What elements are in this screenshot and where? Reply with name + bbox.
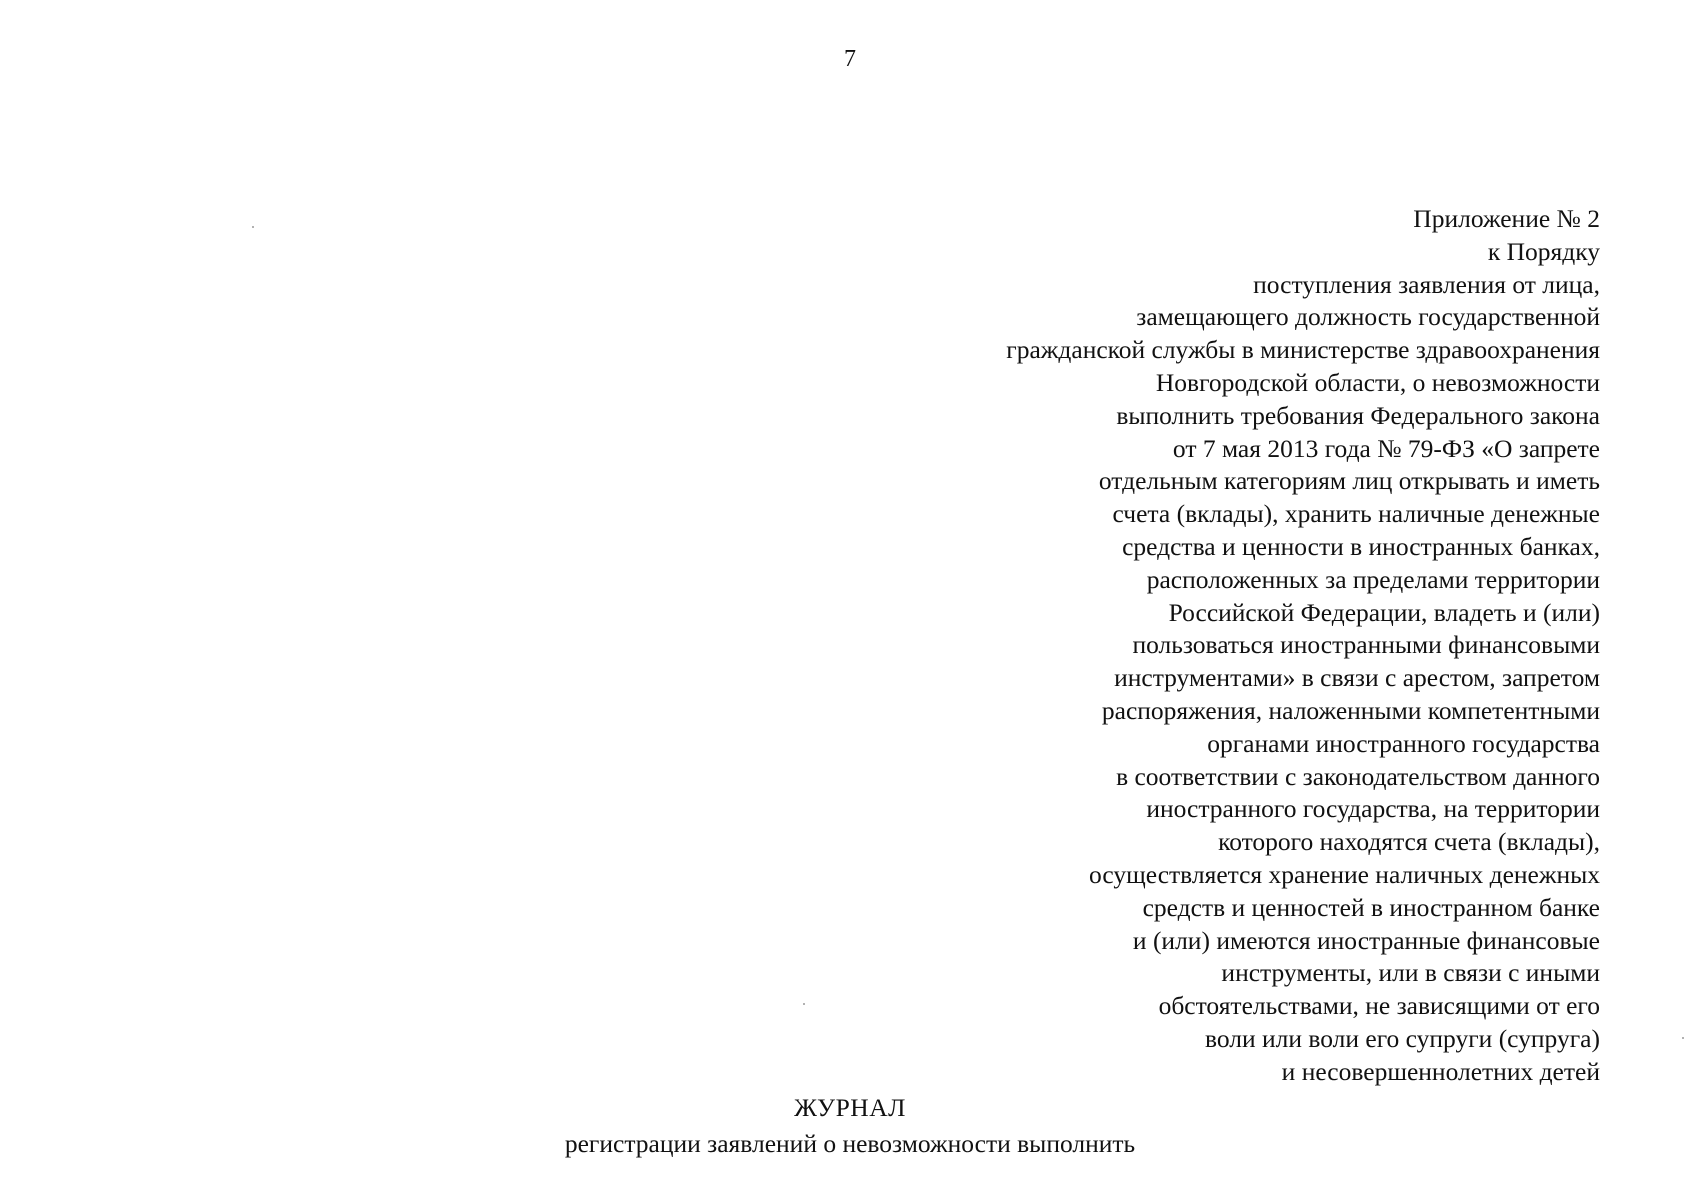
appendix-line: органами иностранного государства [1207,728,1600,758]
appendix-line: распоряжения, наложенными компетентными [1101,695,1600,725]
appendix-line: Российской Федерации, владеть и (или) [1168,597,1600,627]
journal-title: ЖУРНАЛ [794,1093,906,1122]
appendix-line: от 7 мая 2013 года № 79-ФЗ «О запрете [1172,433,1600,463]
appendix-line: и (или) имеются иностранные финансовые [1132,925,1600,955]
appendix-line: выполнить требования Федерального закона [1116,400,1600,430]
appendix-line: отдельным категориям лиц открывать и иметь [1098,466,1600,496]
appendix-line: гражданской службы в министерстве здравоохранения [1006,335,1600,365]
appendix-line: средства и ценности в иностранных банках, [1122,531,1600,561]
appendix-line: поступления заявления от лица, [1253,269,1600,299]
appendix-line: иностранного государства, на территории [1146,794,1600,824]
appendix-line: средств и ценностей в иностранном банке [1142,892,1600,922]
appendix-line: пользоваться иностранными финансовыми [1132,630,1600,660]
scan-speck [803,1003,805,1005]
scan-speck [252,226,254,228]
appendix-line: Приложение № 2 [1413,204,1600,233]
appendix-line: замещающего должность государственной [1136,302,1600,332]
appendix-line: инструментами» в связи с арестом, запретом [1114,663,1600,693]
journal-subtitle: регистрации заявлений о невозможности выполнить [564,1129,1136,1158]
appendix-line: Новгородской области, о невозможности [1155,367,1600,397]
appendix-line: инструменты, или в связи с иными [1221,958,1600,988]
page-number: 7 [844,46,856,72]
scan-speck [1682,1037,1684,1039]
appendix-line: осуществляется хранение наличных денежных [1089,859,1600,889]
appendix-line: к Порядку [1487,236,1600,266]
appendix-line: воли или воли его супруги (супруга) [1204,1023,1600,1053]
appendix-line: которого находятся счета (вклады), [1218,827,1600,857]
appendix-line: и несовершеннолетних детей [1281,1056,1600,1086]
appendix-line: счета (вклады), хранить наличные денежные [1112,499,1600,529]
appendix-line: обстоятельствами, не зависящими от его [1158,991,1600,1021]
appendix-line: расположенных за пределами территории [1146,564,1600,594]
appendix-line: в соответствии с законодательством данного [1116,761,1600,791]
appendix-header [800,203,1600,1089]
